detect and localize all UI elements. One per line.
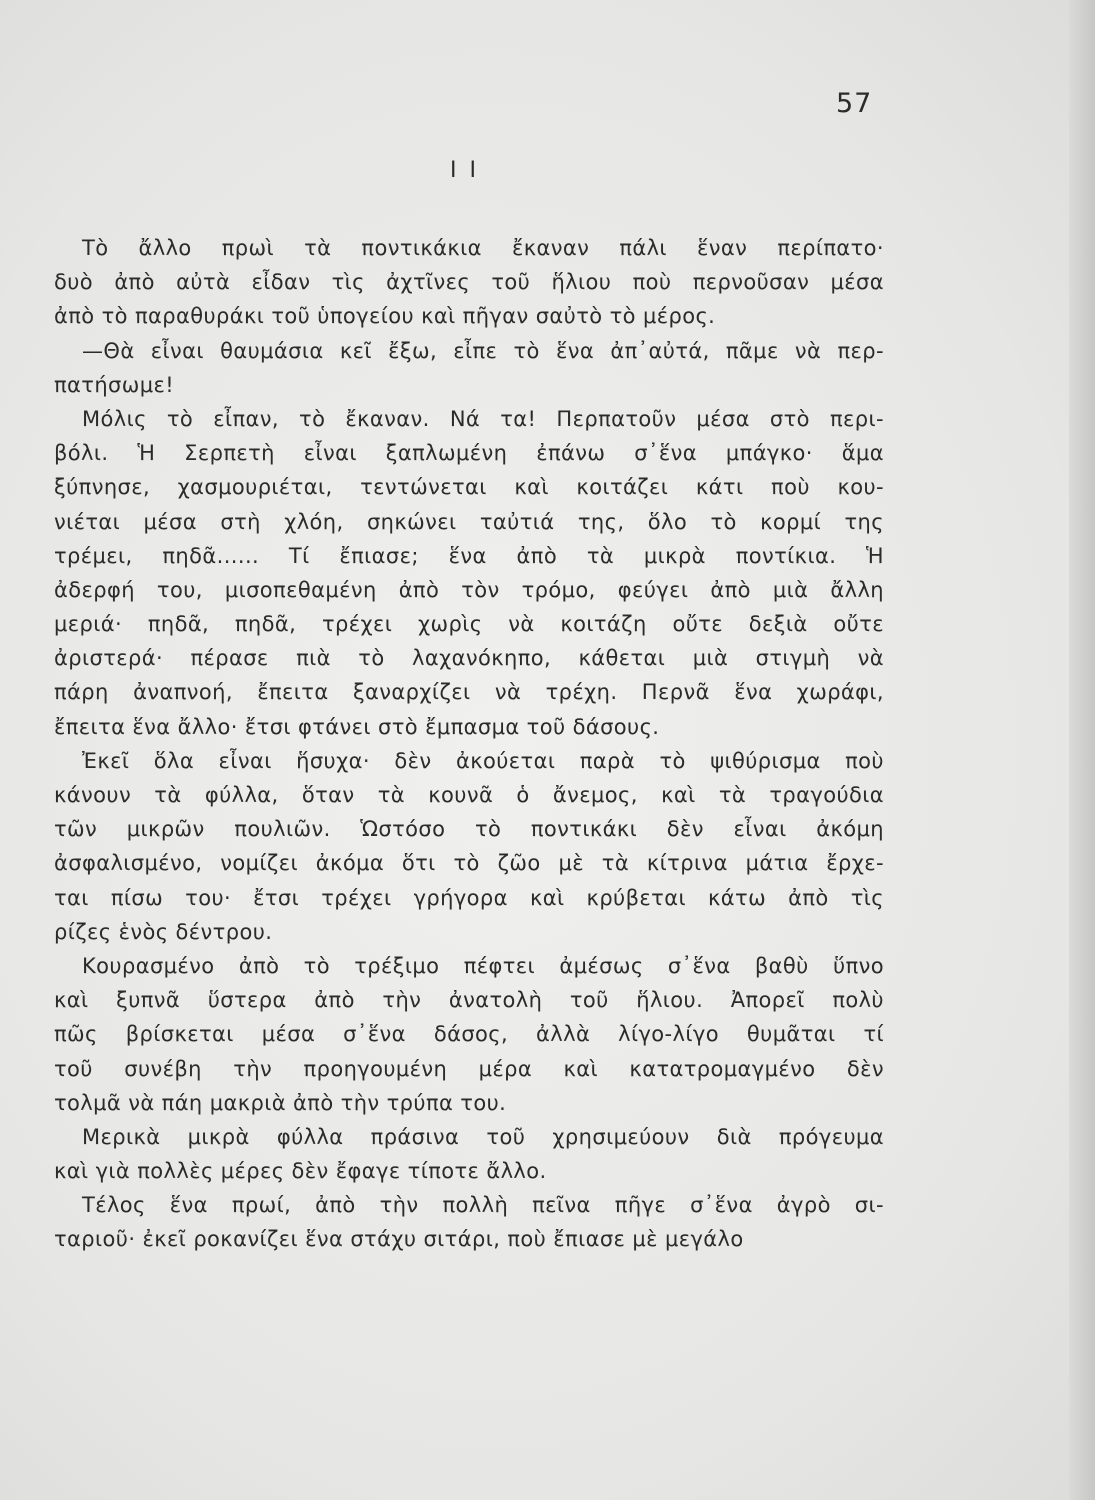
text-line: Τὸ ἄλλο πρωὶ τὰ ποντικάκια ἔκαναν πάλι ἕναν περίπατο· <box>82 236 884 260</box>
text-line: πάρη ἀναπνοή, ἔπειτα ξαναρχίζει νὰ τρέχη. Περνᾶ ἕνα χωράφι, <box>54 680 884 705</box>
text-line: ταριοῦ· ἐκεῖ ροκανίζει ἕνα στάχυ σιτάρι, ποὺ ἔπιασε μὲ μεγάλο <box>54 1227 744 1252</box>
text-line: νιέται μέσα στὴ χλόη, σηκώνει ταὐτιά της, ὅλο τὸ κορμί της <box>54 509 884 534</box>
text-line: Μόλις τὸ εἶπαν, τὸ ἔκαναν. Νά τα! Περπατοῦν μέσα στὸ περι- <box>82 406 884 431</box>
text-line: Κουρασμένο ἀπὸ τὸ τρέξιμο πέφτει ἀμέσως σ᾽ἕνα βαθὺ ὕπνο <box>82 953 884 978</box>
text-line: ἀσφαλισμένο, νομίζει ἀκόμα ὅτι τὸ ζῶο μὲ τὰ κίτρινα μάτια ἔρχε- <box>54 851 884 876</box>
paragraph <box>54 402 884 744</box>
text-line: ἀπὸ τὸ παραθυράκι τοῦ ὑπογείου καὶ πῆγαν σαὐτὸ τὸ μέρος. <box>54 304 716 329</box>
body-text <box>54 231 884 1257</box>
text-line: μεριά· πηδᾶ, πηδᾶ, τρέχει χωρὶς νὰ κοιτάζη οὔτε δεξιὰ οὔτε <box>54 612 884 637</box>
text-line: καὶ γιὰ πολλὲς μέρες δὲν ἔφαγε τίποτε ἄλλο. <box>54 1159 547 1184</box>
paragraph <box>54 334 884 402</box>
paragraph <box>54 1120 884 1188</box>
text-line: κάνουν τὰ φύλλα, ὅταν τὰ κουνᾶ ὁ ἄνεμος, καὶ τὰ τραγούδια <box>54 783 884 807</box>
page-number: 57 <box>836 88 873 119</box>
text-line: τῶν μικρῶν πουλιῶν. Ὡστόσο τὸ ποντικάκι δὲν εἶναι ἀκόμη <box>54 817 884 842</box>
text-line: τολμᾶ νὰ πάη μακριὰ ἀπὸ τὴν τρύπα του. <box>54 1090 507 1115</box>
text-line: τοῦ συνέβη τὴν προηγουμένη μέρα καὶ κατατρομαγμένο δὲν <box>54 1056 884 1081</box>
text-line: ξύπνησε, χασμουριέται, τεντώνεται καὶ κοιτάζει κάτι ποὺ κου- <box>54 475 884 500</box>
text-line: πατήσωμε! <box>54 372 175 397</box>
text-line: δυὸ ἀπὸ αὐτὰ εἶδαν τὶς ἀχτῖνες τοῦ ἥλιου ποὺ περνοῦσαν μέσα <box>54 270 884 295</box>
paragraph <box>54 744 884 949</box>
text-line: καὶ ξυπνᾶ ὕστερα ἀπὸ τὴν ἀνατολὴ τοῦ ἥλιου. Ἀπορεῖ πολὺ <box>54 988 884 1013</box>
text-line: ρίζες ἑνὸς δέντρου. <box>54 919 273 944</box>
paragraph <box>54 231 884 334</box>
text-line: —Θὰ εἶναι θαυμάσια κεῖ ἔξω, εἶπε τὸ ἕνα ἀπ᾽αὐτά, πᾶμε νὰ περ- <box>82 338 884 363</box>
text-line: ται πίσω του· ἔτσι τρέχει γρήγορα καὶ κρύβεται κάτω ἀπὸ τὶς <box>54 885 884 910</box>
paragraph <box>54 949 884 1120</box>
text-line: Ἐκεῖ ὅλα εἶναι ἥσυχα· δὲν ἀκούεται παρὰ τὸ ψιθύρισμα ποὺ <box>82 748 884 773</box>
paragraph <box>54 1188 884 1256</box>
text-line: βόλι. Ἡ Σερπετὴ εἶναι ξαπλωμένη ἐπάνω σ᾽ἕνα μπάγκο· ἅμα <box>54 441 884 466</box>
text-line: Τέλος ἕνα πρωί, ἀπὸ τὴν πολλὴ πεῖνα πῆγε σ᾽ἕνα ἀγρὸ σι- <box>82 1193 884 1218</box>
text-line: τρέμει, πηδᾶ...... Τί ἔπιασε; ἕνα ἀπὸ τὰ μικρὰ ποντίκια. Ἡ <box>54 543 884 568</box>
text-line: ἀριστερά· πέρασε πιὰ τὸ λαχανόκηπο, κάθεται μιὰ στιγμὴ νὰ <box>54 646 884 671</box>
chapter-number: I I <box>450 158 479 183</box>
text-line: πῶς βρίσκεται μέσα σ᾽ἕνα δάσος, ἀλλὰ λίγο-λίγο θυμᾶται τί <box>54 1022 884 1047</box>
text-line: ἔπειτα ἕνα ἄλλο· ἔτσι φτάνει στὸ ἔμπασμα τοῦ δάσους. <box>54 714 660 739</box>
page-edge-shadow <box>1069 0 1095 1500</box>
text-line: Μερικὰ μικρὰ φύλλα πράσινα τοῦ χρησιμεύουν διὰ πρόγευμα <box>82 1124 884 1149</box>
text-line: ἀδερφή του, μισοπεθαμένη ἀπὸ τὸν τρόμο, φεύγει ἀπὸ μιὰ ἄλλη <box>54 577 884 602</box>
